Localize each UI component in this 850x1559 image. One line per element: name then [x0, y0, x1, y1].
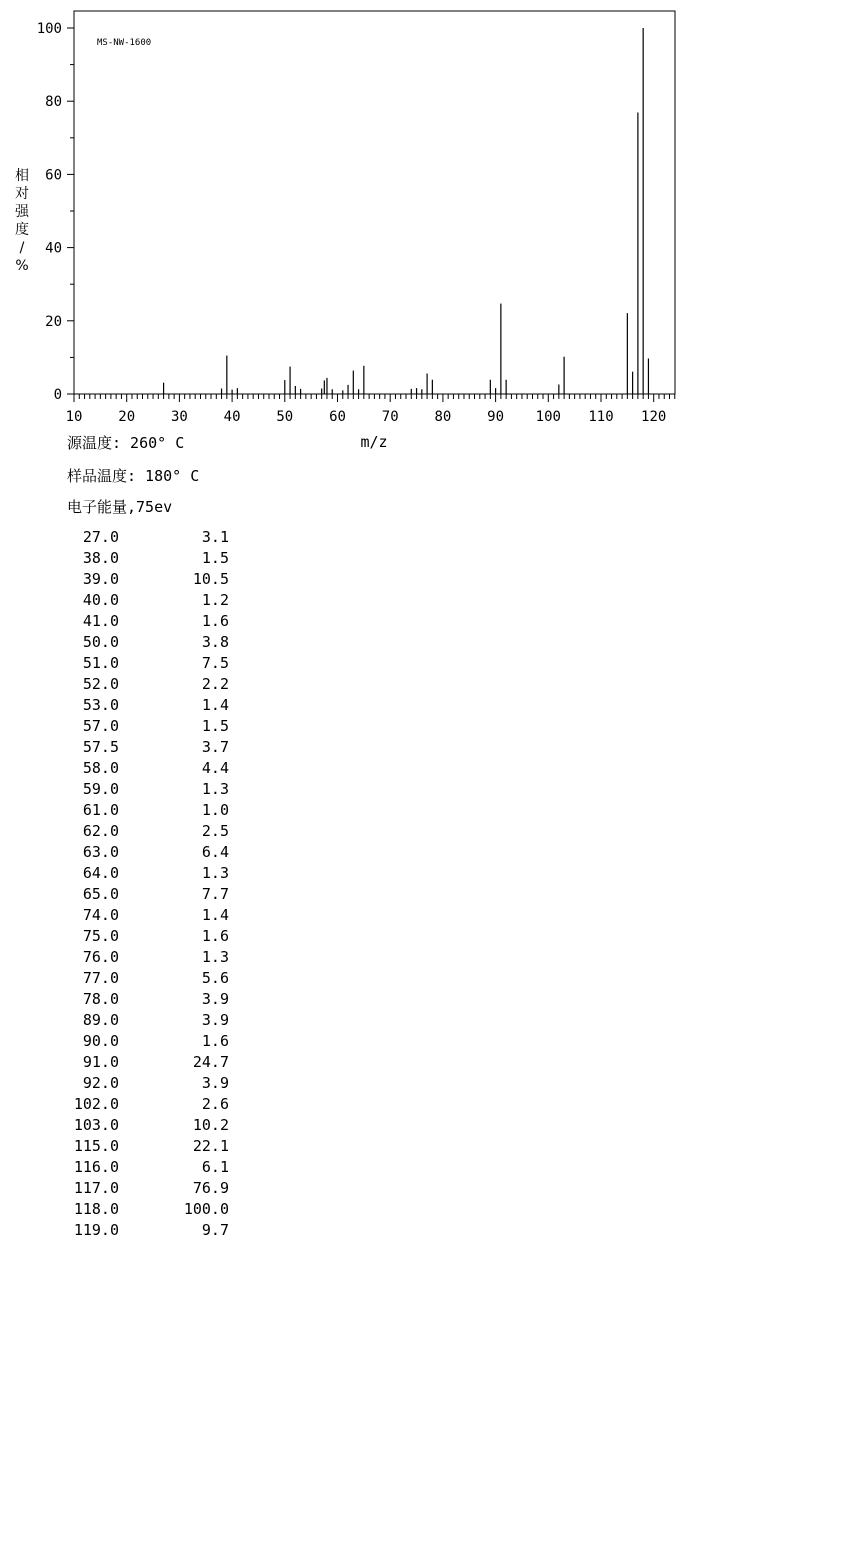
table-row — [62, 1073, 262, 1094]
table-row — [62, 800, 262, 821]
table-row — [62, 758, 262, 779]
table-row — [62, 674, 262, 695]
electron-energy: 电子能量,75ev — [67, 498, 173, 516]
x-tick-label: 20 — [118, 409, 136, 425]
mz-value: 61.0 — [82, 801, 119, 819]
mz-value: 53.0 — [82, 696, 119, 714]
intensity-value: 100.0 — [183, 1200, 229, 1218]
y-tick-label: 60 — [45, 167, 62, 184]
table-row — [62, 590, 262, 611]
table-row — [62, 653, 262, 674]
intensity-value: 24.7 — [192, 1053, 229, 1071]
table-row — [62, 1199, 262, 1220]
table-row — [62, 1052, 262, 1073]
source-temperature: 源温度: 260° C — [67, 434, 185, 452]
mz-value: 76.0 — [82, 948, 119, 966]
mz-value: 92.0 — [82, 1074, 119, 1092]
intensity-value: 10.5 — [192, 570, 229, 588]
intensity-value: 1.6 — [201, 1032, 229, 1050]
mz-value: 103.0 — [73, 1116, 119, 1134]
intensity-value: 1.0 — [201, 801, 229, 819]
sample-temperature: 样品温度: 180° C — [67, 467, 200, 485]
mz-value: 78.0 — [82, 990, 119, 1008]
intensity-value: 1.3 — [201, 948, 229, 966]
mz-value: 57.5 — [82, 738, 119, 756]
intensity-value: 7.7 — [201, 885, 229, 903]
intensity-value: 1.3 — [201, 864, 229, 882]
mz-value: 74.0 — [82, 906, 119, 924]
intensity-value: 3.9 — [201, 1074, 229, 1092]
table-row — [62, 905, 262, 926]
mz-value: 27.0 — [82, 528, 119, 546]
mz-value: 89.0 — [82, 1011, 119, 1029]
table-row — [62, 737, 262, 758]
intensity-value: 3.9 — [201, 990, 229, 1008]
table-row — [62, 863, 262, 884]
intensity-value: 1.6 — [201, 612, 229, 630]
mz-value: 57.0 — [82, 717, 119, 735]
intensity-value: 3.8 — [201, 633, 229, 651]
mz-value: 75.0 — [82, 927, 119, 945]
x-tick-label: 40 — [223, 409, 241, 425]
mz-value: 59.0 — [82, 780, 119, 798]
mz-value: 90.0 — [82, 1032, 119, 1050]
x-tick-label: 30 — [170, 409, 188, 425]
x-tick-label: 70 — [381, 409, 399, 425]
intensity-value: 1.5 — [201, 549, 229, 567]
chart-title: MS-NW-1600 — [97, 38, 152, 48]
mz-value: 115.0 — [73, 1137, 119, 1155]
x-tick-label: 100 — [535, 409, 561, 425]
table-row — [62, 632, 262, 653]
table-row — [62, 611, 262, 632]
x-tick-label: 90 — [487, 409, 505, 425]
intensity-value: 6.1 — [201, 1158, 229, 1176]
x-tick-label: 80 — [434, 409, 452, 425]
intensity-value: 5.6 — [201, 969, 229, 987]
table-row — [62, 884, 262, 905]
table-row — [62, 842, 262, 863]
peak-bars — [164, 28, 649, 394]
mz-value: 117.0 — [73, 1179, 119, 1197]
intensity-value: 3.7 — [201, 738, 229, 756]
table-row — [62, 779, 262, 800]
mz-value: 91.0 — [82, 1053, 119, 1071]
table-row — [62, 926, 262, 947]
intensity-value: 3.1 — [201, 528, 229, 546]
intensity-value: 1.3 — [201, 780, 229, 798]
plot-frame — [74, 11, 675, 394]
mz-value: 119.0 — [73, 1221, 119, 1239]
mz-value: 58.0 — [82, 759, 119, 777]
mz-value: 50.0 — [82, 633, 119, 651]
x-axis — [66, 394, 675, 425]
intensity-value: 6.4 — [201, 843, 229, 861]
mz-value: 102.0 — [73, 1095, 119, 1113]
mz-value: 118.0 — [73, 1200, 119, 1218]
intensity-value: 1.6 — [201, 927, 229, 945]
table-row — [62, 1010, 262, 1031]
mz-value: 64.0 — [82, 864, 119, 882]
mass-spectrum-chart — [0, 0, 850, 460]
intensity-value: 1.4 — [201, 906, 229, 924]
table-row — [62, 548, 262, 569]
table-row — [62, 821, 262, 842]
x-tick-label: 10 — [65, 409, 83, 425]
table-row — [62, 1115, 262, 1136]
table-row — [62, 1178, 262, 1199]
x-tick-label: 120 — [641, 409, 667, 425]
mz-value: 116.0 — [73, 1158, 119, 1176]
x-tick-label: 60 — [329, 409, 346, 425]
table-row — [62, 968, 262, 989]
y-axis-label: 相对强度/ % — [15, 168, 29, 274]
mz-value: 62.0 — [82, 822, 119, 840]
table-row — [62, 695, 262, 716]
intensity-value: 10.2 — [192, 1116, 229, 1134]
y-tick-label: 40 — [45, 240, 62, 257]
table-row — [62, 1031, 262, 1052]
x-tick-label: 50 — [276, 409, 294, 425]
intensity-value: 1.5 — [201, 717, 229, 735]
x-axis-label: m/z — [360, 433, 388, 451]
table-row — [62, 1094, 262, 1115]
table-row — [62, 716, 262, 737]
intensity-value: 7.5 — [201, 654, 229, 672]
table-row — [62, 1220, 262, 1241]
intensity-value: 2.2 — [201, 675, 229, 693]
table-row — [62, 1157, 262, 1178]
table-row — [62, 1136, 262, 1157]
y-tick-label: 100 — [36, 21, 62, 37]
intensity-value: 22.1 — [192, 1137, 229, 1155]
table-row — [62, 947, 262, 968]
mz-value: 51.0 — [82, 654, 119, 672]
intensity-value: 1.4 — [201, 696, 229, 714]
intensity-value: 2.6 — [201, 1095, 229, 1113]
peak-table — [62, 527, 262, 1241]
intensity-value: 9.7 — [201, 1221, 229, 1239]
table-row — [62, 989, 262, 1010]
mz-value: 63.0 — [82, 843, 119, 861]
y-tick-label: 20 — [45, 313, 62, 330]
intensity-value: 2.5 — [201, 822, 229, 840]
intensity-value: 1.2 — [201, 591, 229, 609]
y-axis — [37, 21, 74, 403]
intensity-value: 76.9 — [192, 1179, 229, 1197]
mz-value: 65.0 — [82, 885, 119, 903]
table-row — [62, 569, 262, 590]
y-tick-label: 0 — [53, 387, 62, 403]
mz-value: 40.0 — [82, 591, 119, 609]
mz-value: 52.0 — [82, 675, 119, 693]
intensity-value: 3.9 — [201, 1011, 229, 1029]
mz-value: 77.0 — [82, 969, 119, 987]
mz-value: 38.0 — [82, 549, 119, 567]
intensity-value: 4.4 — [201, 759, 229, 777]
x-tick-label: 110 — [588, 409, 614, 425]
table-row — [62, 527, 262, 548]
y-tick-label: 80 — [45, 94, 62, 111]
mz-value: 41.0 — [82, 612, 119, 630]
mz-value: 39.0 — [82, 570, 119, 588]
